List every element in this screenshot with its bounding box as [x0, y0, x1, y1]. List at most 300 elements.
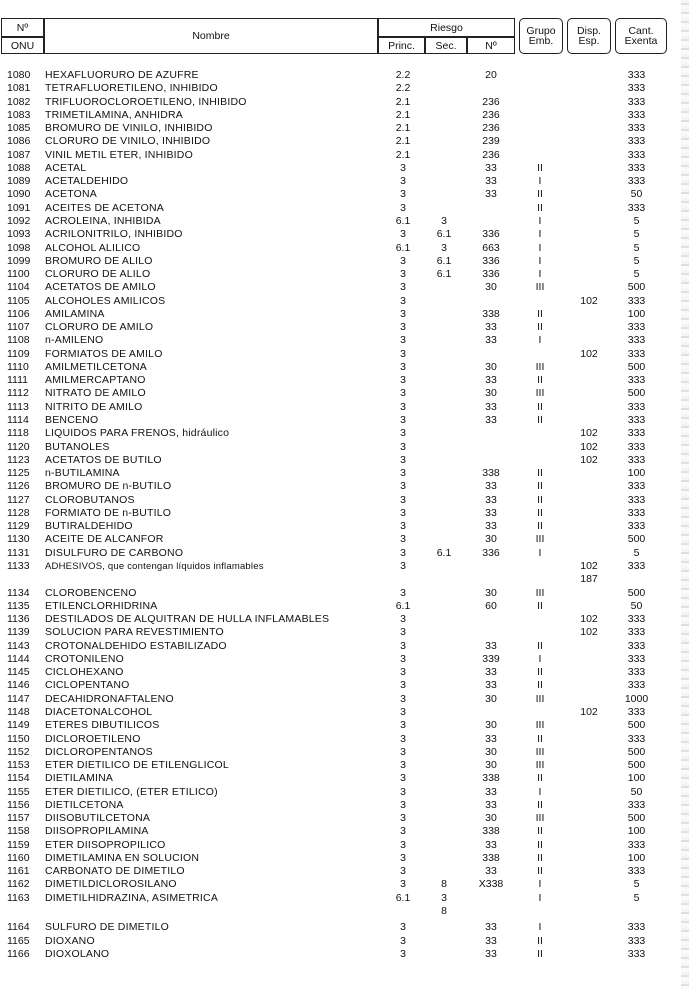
risk-primary: 3 — [400, 692, 406, 705]
substance-name: CICLOPENTANO — [45, 679, 130, 692]
substance-name: ETILENCLORHIDRINA — [45, 599, 158, 612]
risk-primary: 3 — [400, 188, 406, 201]
table-row — [0, 268, 660, 281]
exempt-quantity: 500 — [627, 533, 646, 546]
risk-primary: 3 — [400, 321, 406, 334]
table-row — [0, 613, 660, 626]
special-provision: 187 — [580, 573, 598, 586]
risk-primary: 3 — [400, 400, 406, 413]
onu-number: 1135 — [7, 599, 30, 612]
risk-primary: 3 — [400, 254, 406, 267]
risk-number: 30 — [485, 692, 497, 705]
risk-primary: 3 — [400, 838, 406, 851]
risk-primary: 3 — [400, 825, 406, 838]
risk-primary: 3 — [400, 467, 406, 480]
risk-number: 33 — [485, 321, 497, 334]
risk-number: 338 — [482, 307, 500, 320]
risk-number: X338 — [478, 878, 504, 891]
exempt-quantity: 333 — [627, 321, 646, 334]
onu-number: 1114 — [7, 414, 29, 427]
table-row — [0, 387, 660, 400]
onu-number: 1152 — [7, 745, 30, 758]
onu-number: 1164 — [7, 921, 30, 934]
onu-number: 1085 — [7, 122, 31, 135]
table-row — [0, 759, 660, 772]
table-row — [0, 348, 660, 361]
substance-name: ETER DIETILICO, (ETER ETILICO) — [45, 785, 218, 798]
risk-primary: 3 — [400, 387, 406, 400]
table-row — [0, 480, 660, 493]
onu-number: 1118 — [7, 427, 29, 440]
exempt-quantity: 333 — [627, 506, 646, 519]
packing-group: III — [535, 586, 545, 599]
table-row — [0, 640, 660, 653]
risk-primary: 3 — [400, 520, 406, 533]
packing-group: I — [538, 254, 542, 267]
substance-name: CICLOHEXANO — [45, 666, 124, 679]
exempt-quantity: 1000 — [624, 692, 649, 705]
exempt-quantity: 50 — [630, 599, 643, 612]
risk-number: 33 — [485, 785, 497, 798]
substance-name: ACRILONITRILO, INHIBIDO — [45, 228, 183, 241]
risk-number: 30 — [485, 281, 497, 294]
risk-primary: 3 — [400, 759, 406, 772]
packing-group: I — [538, 228, 542, 241]
packing-group: III — [535, 692, 545, 705]
exempt-quantity: 333 — [627, 427, 646, 440]
onu-number: 1125 — [7, 467, 30, 480]
exempt-quantity: 333 — [627, 652, 646, 665]
exempt-quantity: 333 — [627, 95, 646, 108]
table-row — [0, 706, 660, 719]
header-nombre: Nombre — [44, 18, 378, 54]
substance-name: DIMETILAMINA EN SOLUCION — [45, 851, 200, 864]
risk-number: 33 — [485, 947, 497, 960]
table-row — [0, 812, 660, 825]
risk-number: 33 — [485, 334, 497, 347]
table-row — [0, 401, 660, 414]
exempt-quantity: 500 — [627, 387, 646, 400]
exempt-quantity: 5 — [633, 268, 640, 281]
exempt-quantity: 500 — [627, 759, 646, 772]
risk-number: 339 — [482, 652, 500, 665]
exempt-quantity: 500 — [627, 745, 646, 758]
substance-name: ACETAL — [45, 161, 87, 174]
packing-group: II — [537, 480, 543, 493]
substance-name: AMILMERCAPTANO — [45, 374, 146, 387]
exempt-quantity: 333 — [627, 347, 646, 360]
risk-primary: 2.1 — [395, 122, 411, 135]
substance-name: CLORURO DE AMILO — [45, 321, 154, 334]
risk-primary: 3 — [400, 546, 406, 559]
onu-number: 1163 — [7, 891, 30, 904]
special-provision: 102 — [580, 705, 598, 718]
special-provision: 102 — [580, 440, 598, 453]
risk-secondary: 6.1 — [436, 228, 452, 241]
exempt-quantity: 5 — [633, 254, 640, 267]
risk-primary: 3 — [400, 480, 406, 493]
packing-group: I — [538, 921, 542, 934]
substance-name: NITRITO DE AMILO — [45, 400, 143, 413]
header-princ: Princ. — [378, 37, 425, 54]
exempt-quantity: 5 — [633, 546, 640, 559]
substance-name: n-AMILENO — [45, 334, 104, 347]
table-row — [0, 228, 660, 241]
risk-secondary: 8 — [441, 905, 447, 917]
onu-number: 1133 — [7, 559, 30, 572]
onu-number: 1126 — [7, 480, 30, 493]
table-row — [0, 719, 660, 732]
risk-primary: 3 — [400, 613, 406, 626]
substance-name: DECAHIDRONAFTALENO — [45, 692, 174, 705]
packing-group: III — [535, 533, 545, 546]
packing-group: I — [538, 652, 542, 665]
onu-number: 1165 — [7, 934, 30, 947]
exempt-quantity: 333 — [627, 705, 646, 718]
risk-primary: 3 — [400, 414, 406, 427]
substance-name: AMILMETILCETONA — [45, 360, 147, 373]
table-row — [0, 799, 660, 812]
risk-primary: 3 — [400, 201, 406, 214]
risk-number: 33 — [485, 414, 497, 427]
risk-secondary: 3 — [441, 891, 447, 904]
risk-primary: 3 — [400, 719, 406, 732]
packing-group: I — [538, 268, 542, 281]
substance-name: ACETATOS DE AMILO — [45, 281, 156, 294]
risk-number: 30 — [485, 812, 497, 825]
substance-name: AMILAMINA — [45, 307, 105, 320]
onu-number: 1105 — [7, 294, 30, 307]
onu-number: 1110 — [7, 360, 29, 373]
substance-name: DIACETONALCOHOL — [45, 705, 153, 718]
packing-group: II — [537, 772, 543, 785]
packing-group: III — [535, 719, 545, 732]
risk-number: 30 — [485, 719, 497, 732]
onu-number: 1146 — [7, 679, 30, 692]
risk-primary: 3 — [400, 294, 406, 307]
onu-number: 1155 — [7, 785, 30, 798]
packing-group: III — [535, 387, 545, 400]
substance-name: BROMURO DE ALILO — [45, 254, 153, 267]
packing-group: II — [537, 374, 543, 387]
risk-number: 663 — [482, 241, 500, 254]
risk-number: 33 — [485, 934, 497, 947]
risk-primary: 3 — [400, 586, 406, 599]
risk-primary: 2.2 — [395, 82, 411, 95]
onu-number: 1127 — [7, 493, 30, 506]
risk-number: 20 — [485, 69, 497, 81]
exempt-quantity: 333 — [627, 414, 646, 427]
risk-primary: 3 — [400, 506, 406, 519]
table-row — [0, 560, 660, 573]
onu-number: 1144 — [7, 652, 30, 665]
onu-number: 1157 — [7, 812, 30, 825]
risk-primary: 3 — [400, 705, 406, 718]
header-disp: Disp. Esp. — [567, 18, 611, 54]
packing-group: II — [537, 838, 543, 851]
substance-name: ACETALDEHIDO — [45, 175, 129, 188]
substance-name: CARBONATO DE DIMETILO — [45, 865, 185, 878]
exempt-quantity: 500 — [627, 281, 646, 294]
header-riesgo: Riesgo — [378, 18, 515, 37]
exempt-quantity: 500 — [627, 812, 646, 825]
onu-number: 1120 — [7, 440, 30, 453]
exempt-quantity: 333 — [627, 175, 646, 188]
risk-primary: 3 — [400, 679, 406, 692]
table-row — [0, 175, 660, 188]
exempt-quantity: 333 — [627, 732, 646, 745]
packing-group: I — [538, 785, 542, 798]
exempt-quantity: 333 — [627, 838, 646, 851]
risk-primary: 6.1 — [395, 891, 411, 904]
onu-number: 1147 — [7, 692, 30, 705]
packing-group: II — [537, 321, 543, 334]
table-row — [0, 786, 660, 799]
risk-number: 236 — [482, 108, 500, 121]
substance-name: CLORURO DE VINILO, INHIBIDO — [45, 135, 211, 148]
exempt-quantity: 333 — [627, 559, 646, 572]
exempt-quantity: 333 — [627, 613, 646, 626]
onu-number: 1112 — [7, 387, 29, 400]
packing-group: III — [535, 281, 545, 294]
special-provision: 102 — [580, 626, 598, 639]
packing-group: II — [537, 506, 543, 519]
table-header — [1, 18, 667, 54]
onu-number: 1081 — [7, 82, 31, 95]
table-row — [0, 109, 660, 122]
substance-name: DIETILCETONA — [45, 798, 124, 811]
table-row — [0, 82, 660, 95]
exempt-quantity: 333 — [627, 69, 646, 81]
table-row — [0, 693, 660, 706]
risk-number: 33 — [485, 374, 497, 387]
risk-number: 239 — [482, 135, 500, 148]
onu-number: 1148 — [7, 705, 30, 718]
table-row — [0, 202, 660, 215]
exempt-quantity: 333 — [627, 626, 646, 639]
special-provision: 102 — [580, 427, 598, 440]
substance-name: n-BUTILAMINA — [45, 467, 120, 480]
onu-number: 1104 — [7, 281, 30, 294]
risk-primary: 3 — [400, 427, 406, 440]
risk-primary: 3 — [400, 307, 406, 320]
substance-name: CROTONILENO — [45, 652, 125, 665]
onu-number: 1099 — [7, 254, 31, 267]
onu-number: 1153 — [7, 759, 30, 772]
risk-number: 33 — [485, 175, 497, 188]
exempt-quantity: 333 — [627, 201, 646, 214]
onu-number: 1080 — [7, 69, 31, 81]
header-cant: Cant. Exenta — [615, 18, 667, 54]
packing-group: III — [535, 812, 545, 825]
onu-number: 1130 — [7, 533, 30, 546]
packing-group: II — [537, 414, 543, 427]
risk-primary: 3 — [400, 360, 406, 373]
substance-name: LIQUIDOS PARA FRENOS, hidráulico — [45, 427, 230, 440]
risk-number: 336 — [482, 228, 500, 241]
exempt-quantity: 333 — [627, 865, 646, 878]
exempt-quantity: 5 — [633, 241, 640, 254]
substance-name: DIISOBUTILCETONA — [45, 812, 151, 825]
substance-name: CLORURO DE ALILO — [45, 268, 151, 281]
packing-group: III — [535, 759, 545, 772]
onu-number: 1158 — [7, 825, 30, 838]
exempt-quantity: 333 — [627, 666, 646, 679]
table-row — [0, 892, 660, 905]
risk-primary: 2.1 — [395, 148, 411, 161]
substance-name: HEXAFLUORURO DE AZUFRE — [45, 69, 199, 81]
table-row — [0, 948, 660, 961]
table-row — [0, 334, 660, 347]
risk-primary: 3 — [400, 812, 406, 825]
substance-name: BROMURO DE n-BUTILO — [45, 480, 172, 493]
table-row — [0, 865, 660, 878]
exempt-quantity: 100 — [627, 851, 646, 864]
risk-primary: 3 — [400, 785, 406, 798]
packing-group: II — [537, 520, 543, 533]
onu-number: 1161 — [7, 865, 30, 878]
table-row — [0, 374, 660, 387]
exempt-quantity: 333 — [627, 334, 646, 347]
exempt-quantity: 333 — [627, 161, 646, 174]
onu-number: 1091 — [7, 201, 31, 214]
substance-name: CROTONALDEHIDO ESTABILIZADO — [45, 639, 227, 652]
table-row — [0, 69, 660, 82]
risk-primary: 3 — [400, 639, 406, 652]
table-row — [0, 666, 660, 679]
special-provision: 102 — [580, 613, 598, 626]
risk-primary: 3 — [400, 772, 406, 785]
risk-primary: 3 — [400, 453, 406, 466]
substance-name: DISULFURO DE CARBONO — [45, 546, 184, 559]
risk-primary: 3 — [400, 851, 406, 864]
packing-group: II — [537, 161, 543, 174]
table-row — [0, 878, 660, 891]
risk-number: 33 — [485, 639, 497, 652]
header-onu: ONU — [1, 37, 44, 54]
packing-group: I — [538, 878, 542, 891]
risk-number: 33 — [485, 188, 497, 201]
packing-group: I — [538, 214, 542, 227]
risk-secondary: 6.1 — [436, 254, 452, 267]
risk-primary: 3 — [400, 732, 406, 745]
risk-number: 33 — [485, 798, 497, 811]
onu-number: 1162 — [7, 878, 30, 891]
packing-group: I — [538, 241, 542, 254]
table-row — [0, 825, 660, 838]
risk-number: 336 — [482, 254, 500, 267]
packing-group: I — [538, 891, 542, 904]
packing-group: II — [537, 400, 543, 413]
exempt-quantity: 100 — [627, 772, 646, 785]
substance-name: FORMIATOS DE AMILO — [45, 347, 163, 360]
substance-name: ACEITES DE ACETONA — [45, 201, 164, 214]
risk-number: 30 — [485, 387, 497, 400]
risk-primary: 3 — [400, 533, 406, 546]
onu-number: 1108 — [7, 334, 30, 347]
packing-group: II — [537, 851, 543, 864]
onu-number: 1129 — [7, 520, 30, 533]
exempt-quantity: 333 — [627, 453, 646, 466]
substance-name: DIOXOLANO — [45, 947, 110, 960]
table-row — [0, 188, 660, 201]
risk-number: 338 — [482, 851, 500, 864]
risk-secondary: 3 — [441, 241, 447, 254]
header-nro: Nº — [467, 37, 515, 54]
risk-number: 236 — [482, 148, 500, 161]
risk-number: 30 — [485, 745, 497, 758]
substance-name: DIETILAMINA — [45, 772, 114, 785]
substance-name: TRIFLUOROCLOROETILENO, INHIBIDO — [45, 95, 247, 108]
exempt-quantity: 5 — [633, 228, 640, 241]
exempt-quantity: 500 — [627, 719, 646, 732]
table-row — [0, 281, 660, 294]
table-row — [0, 679, 660, 692]
onu-number: 1092 — [7, 214, 31, 227]
risk-number: 338 — [482, 825, 500, 838]
table-row — [0, 533, 660, 546]
substance-name: ACEITE DE ALCANFOR — [45, 533, 164, 546]
risk-primary: 3 — [400, 334, 406, 347]
substance-name: ETERES DIBUTILICOS — [45, 719, 160, 732]
exempt-quantity: 500 — [627, 586, 646, 599]
risk-primary: 3 — [400, 347, 406, 360]
risk-number: 236 — [482, 122, 500, 135]
substance-name: SOLUCION PARA REVESTIMIENTO — [45, 626, 224, 639]
substance-name: FORMIATO DE n-BUTILO — [45, 506, 172, 519]
substance-name: ALCOHOLES AMILICOS — [45, 294, 166, 307]
exempt-quantity: 333 — [627, 440, 646, 453]
substance-name: CLOROBENCENO — [45, 586, 137, 599]
risk-number: 33 — [485, 493, 497, 506]
exempt-quantity: 333 — [627, 82, 646, 95]
exempt-quantity: 100 — [627, 307, 646, 320]
risk-number: 33 — [485, 506, 497, 519]
substance-name: NITRATO DE AMILO — [45, 387, 146, 400]
risk-primary: 3 — [400, 652, 406, 665]
exempt-quantity: 333 — [627, 400, 646, 413]
substance-name: TETRAFLUORETILENO, INHIBIDO — [45, 82, 218, 95]
risk-primary: 3 — [400, 281, 406, 294]
onu-number: 1088 — [7, 161, 31, 174]
risk-primary: 3 — [400, 493, 406, 506]
risk-number: 336 — [482, 546, 500, 559]
risk-number: 338 — [482, 467, 500, 480]
onu-number: 1123 — [7, 453, 30, 466]
table-row — [0, 255, 660, 268]
substance-name: ADHESIVOS, que contengan líquidos inflamables — [45, 560, 264, 572]
exempt-quantity: 333 — [627, 921, 646, 934]
substance-name: BROMURO DE VINILO, INHIBIDO — [45, 122, 213, 135]
table-row — [0, 600, 660, 613]
risk-primary: 3 — [400, 175, 406, 188]
table-row — [0, 441, 660, 454]
exempt-quantity: 50 — [630, 785, 643, 798]
exempt-quantity: 5 — [633, 878, 640, 891]
table-row — [0, 361, 660, 374]
onu-number: 1166 — [7, 947, 30, 960]
substance-name: ACROLEINA, INHIBIDA — [45, 214, 161, 227]
exempt-quantity: 333 — [627, 294, 646, 307]
substance-name: DIISOPROPILAMINA — [45, 825, 149, 838]
substance-name: ETER DIISOPROPILICO — [45, 838, 166, 851]
table-row — [0, 733, 660, 746]
table-row — [0, 921, 660, 934]
packing-group: II — [537, 188, 543, 201]
onu-number: 1089 — [7, 175, 31, 188]
exempt-quantity: 100 — [627, 825, 646, 838]
exempt-quantity: 333 — [627, 798, 646, 811]
